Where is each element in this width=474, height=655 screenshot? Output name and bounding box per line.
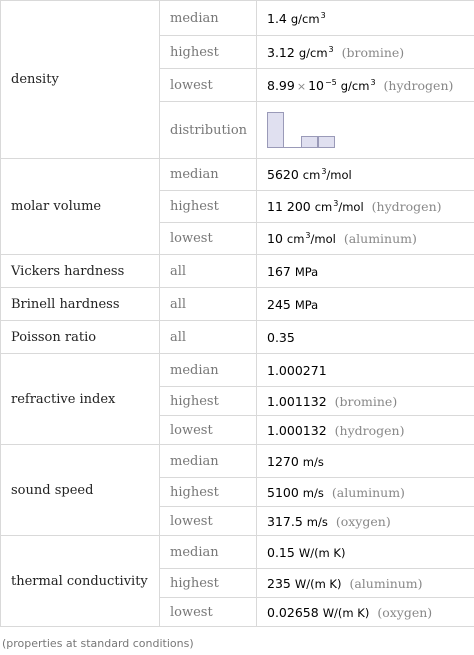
value-number: 167 (267, 263, 291, 279)
stat-label: highest (160, 191, 257, 223)
element-name: (hydrogen) (334, 422, 405, 438)
value-number: 3.12 (267, 44, 295, 60)
table-row (1, 354, 474, 387)
value-number: 5620 (267, 167, 299, 182)
unit-exponent: 3 (305, 231, 311, 240)
element-name: (aluminum) (331, 484, 405, 500)
value-number: 0.02658 (267, 604, 319, 620)
element-name: (oxygen) (377, 604, 433, 620)
property-label-thermal-conductivity: thermal conductivity (1, 536, 160, 627)
value-cell (257, 36, 474, 69)
element-name: (aluminum) (349, 575, 423, 591)
value-number: 1.4 (267, 10, 287, 26)
stat-label: median (160, 1, 257, 36)
value-cell (257, 1, 474, 36)
distribution-cell (257, 102, 474, 159)
value-unit-tail: /mol (310, 232, 336, 246)
histogram-bar (301, 136, 318, 148)
value-unit: g/cm (340, 78, 370, 93)
value-cell (257, 223, 474, 255)
value-number: 235 (267, 575, 291, 591)
property-label-density: density (1, 1, 160, 159)
value-unit: cm (286, 232, 305, 246)
stat-label: highest (160, 387, 257, 416)
times-sign: × (296, 79, 307, 93)
stat-label: distribution (160, 102, 257, 159)
value-number: 317.5 (267, 513, 303, 529)
element-name: (hydrogen) (383, 77, 454, 93)
value-unit: m/s (302, 485, 324, 500)
value-cell (257, 255, 474, 288)
table-row (1, 321, 474, 354)
value-cell (257, 69, 474, 102)
value-base: 10 (308, 77, 324, 93)
stat-label: highest (160, 36, 257, 69)
property-label-sound-speed: sound speed (1, 445, 160, 536)
property-label-vickers-hardness: Vickers hardness (1, 255, 160, 288)
value-mantissa: 8.99 (267, 77, 295, 93)
value-number: 1.000271 (267, 362, 327, 378)
value-cell (257, 478, 474, 507)
value-cell (257, 354, 474, 387)
element-name: (bromine) (334, 393, 398, 409)
value-unit: W/(m K) (322, 605, 370, 620)
stat-label: lowest (160, 69, 257, 102)
stat-label: median (160, 536, 257, 569)
table-row (1, 536, 474, 569)
value-unit: g/cm (298, 45, 328, 60)
element-name: (aluminum) (343, 231, 417, 246)
value-number: 1270 (267, 453, 299, 469)
property-label-brinell-hardness: Brinell hardness (1, 288, 160, 321)
value-number: 0.15 (267, 544, 295, 560)
value-number: 0.35 (267, 329, 295, 345)
value-unit-tail: /mol (326, 168, 352, 182)
value-number: 1.000132 (267, 422, 327, 438)
value-unit-tail: /mol (338, 200, 364, 214)
value-cell (257, 536, 474, 569)
table-row (1, 288, 474, 321)
value-cell (257, 387, 474, 416)
value-unit: W/(m K) (294, 576, 342, 591)
value-unit: g/cm (290, 11, 320, 26)
distribution-histogram (267, 112, 335, 148)
value-cell (257, 159, 474, 191)
value-number: 5100 (267, 484, 299, 500)
stat-label: all (160, 255, 257, 288)
value-exponent: −5 (324, 77, 337, 87)
stat-label: all (160, 288, 257, 321)
stat-label: median (160, 445, 257, 478)
property-label-refractive-index: refractive index (1, 354, 160, 445)
value-unit: m/s (302, 454, 324, 469)
value-cell (257, 569, 474, 598)
unit-exponent: 3 (333, 199, 339, 208)
unit-exponent: 3 (320, 10, 326, 20)
stat-label: lowest (160, 507, 257, 536)
table-row (1, 255, 474, 288)
value-cell (257, 288, 474, 321)
value-unit: cm (314, 200, 333, 214)
value-number: 245 (267, 296, 291, 312)
unit-exponent: 3 (321, 167, 327, 176)
value-number: 1.001132 (267, 393, 327, 409)
value-unit: MPa (294, 264, 319, 279)
table-row (1, 159, 474, 191)
stat-label: lowest (160, 598, 257, 627)
unit-exponent: 3 (370, 77, 376, 87)
value-unit: m/s (306, 514, 328, 529)
property-label-molar-volume: molar volume (1, 159, 160, 255)
table-row (1, 445, 474, 478)
value-number: 11 200 (267, 199, 311, 214)
value-cell (257, 445, 474, 478)
stat-label: all (160, 321, 257, 354)
element-name: (oxygen) (335, 513, 391, 529)
stat-label: lowest (160, 416, 257, 445)
property-label-poisson-ratio: Poisson ratio (1, 321, 160, 354)
element-name: (bromine) (341, 44, 405, 60)
value-cell (257, 416, 474, 445)
footnote: (properties at standard conditions) (2, 637, 194, 650)
stat-label: median (160, 159, 257, 191)
value-unit: MPa (294, 297, 319, 312)
histogram-bar (318, 136, 335, 148)
value-number: 10 (267, 231, 283, 246)
histogram-bar (267, 112, 284, 148)
stat-label: highest (160, 478, 257, 507)
stat-label: highest (160, 569, 257, 598)
stat-label: median (160, 354, 257, 387)
element-name: (hydrogen) (371, 199, 442, 214)
table-row (1, 1, 474, 36)
value-unit: W/(m K) (298, 545, 346, 560)
value-cell (257, 321, 474, 354)
value-unit: cm (302, 168, 321, 182)
stat-label: lowest (160, 223, 257, 255)
value-cell (257, 507, 474, 536)
unit-exponent: 3 (328, 44, 334, 54)
value-cell (257, 598, 474, 627)
value-cell (257, 191, 474, 223)
